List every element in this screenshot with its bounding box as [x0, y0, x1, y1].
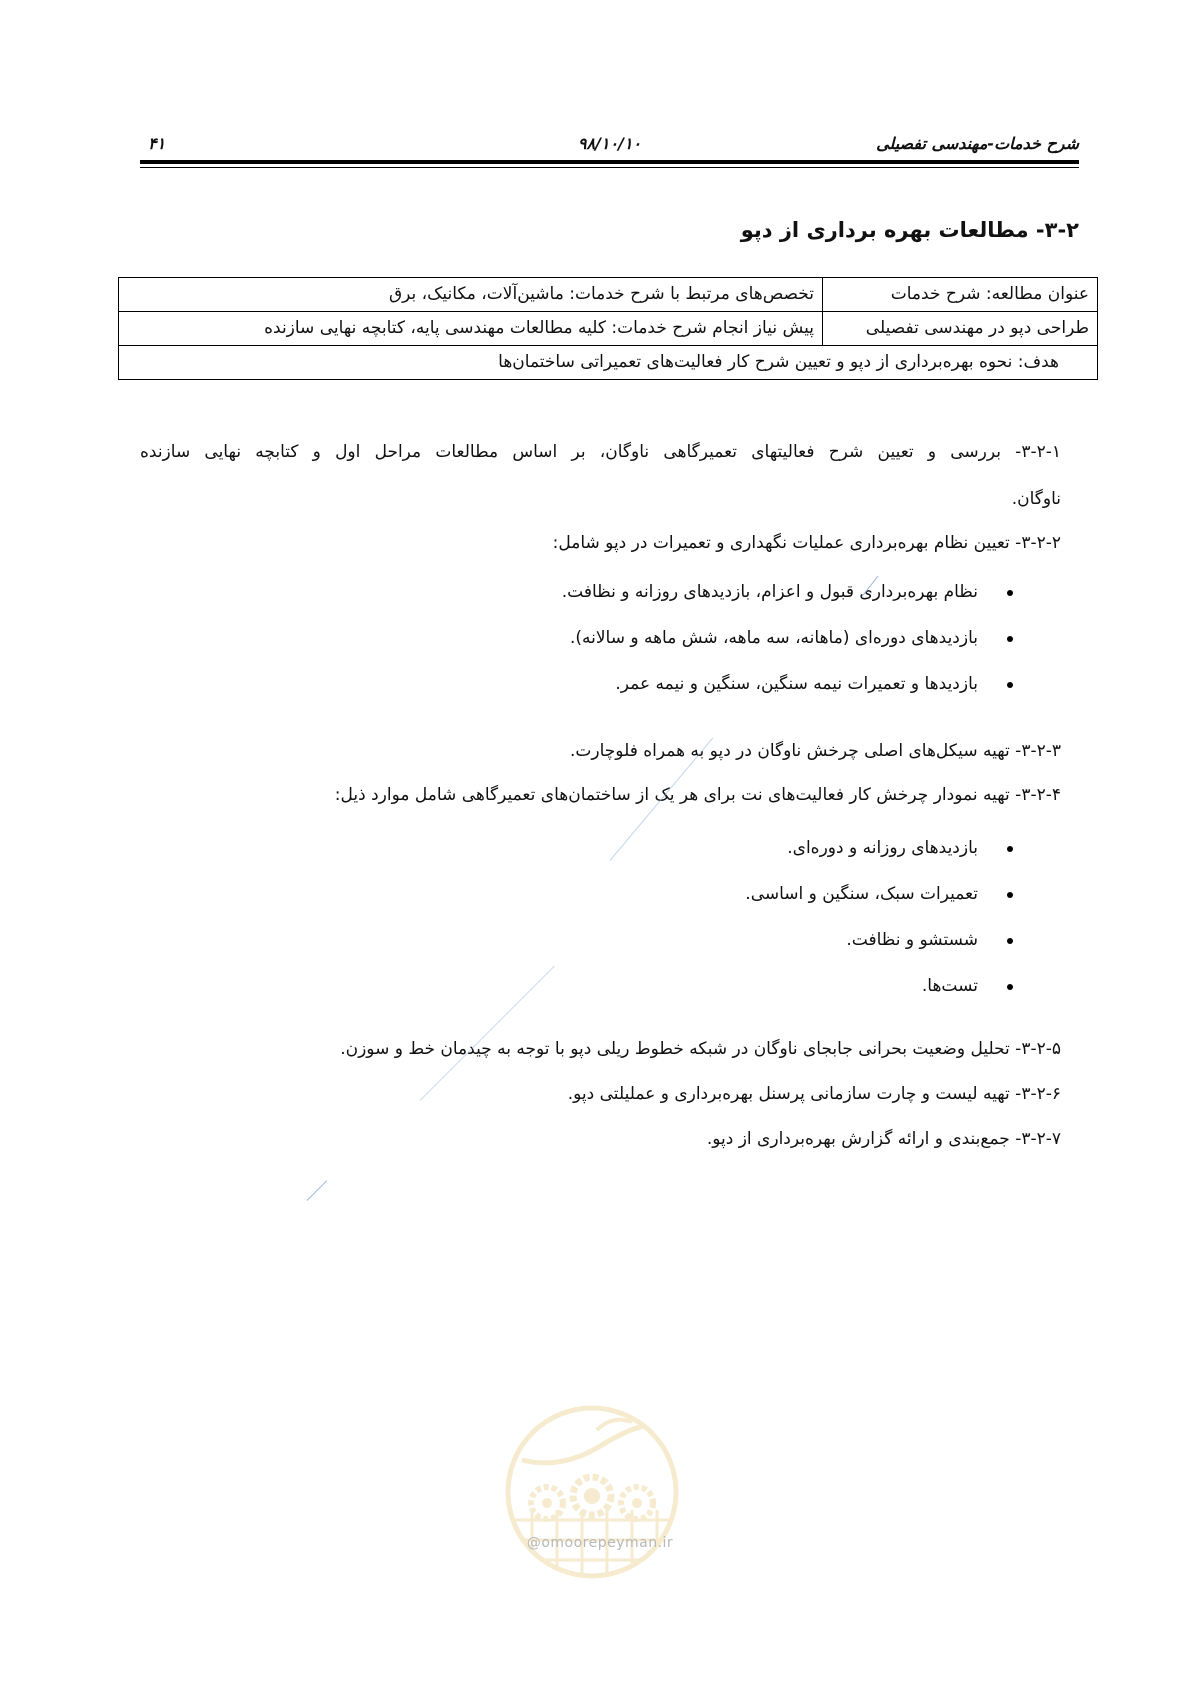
table-row: [119, 312, 1098, 346]
item-3: ۳-۲-۳- تهیه سیکل‌های اصلی چرخش ناوگان در دپو به همراه فلوچارت.: [569, 741, 1061, 761]
bullet-icon: [1007, 938, 1013, 944]
study-info-table: [118, 277, 1098, 380]
bullet-text: تست‌ها.: [921, 976, 978, 996]
pen-mark: [307, 1180, 328, 1201]
header-date: ۹۸/۱۰/۱۰: [577, 134, 642, 153]
bullet-icon: [1007, 590, 1013, 596]
table-cell-prerequisites: پیش نیاز انجام شرح خدمات: کلیه مطالعات مهندسی پایه، کتابچه نهایی سازنده: [119, 312, 823, 346]
table-cell-goal: هدف: نحوه بهره‌برداری از دپو و تعیین شرح کار فعالیت‌های تعمیراتی ساختمان‌ها: [119, 346, 1098, 380]
bullet-text: تعمیرات سبک، سنگین و اساسی.: [745, 884, 978, 904]
item-5: ۳-۲-۵- تحلیل وضعیت بحرانی جابجای ناوگان در شبکه خطوط ریلی دپو با توجه به چیدمان خط و سوزن.: [340, 1039, 1061, 1059]
header-rule-thin: [140, 167, 1079, 168]
bullet-icon: [1007, 984, 1013, 990]
bullet-text: نظام بهره‌برداری قبول و اعزام، بازدیدهای روزانه و نظافت.: [561, 582, 978, 602]
item-4: ۳-۲-۴- تهیه نمودار چرخش کار فعالیت‌های نت برای هر یک از ساختمان‌های تعمیرگاهی شامل موارد ذیل:: [334, 785, 1061, 805]
watermark-logo: [502, 1400, 682, 1590]
bullet-icon: [1007, 636, 1013, 642]
bullet-text: شستشو و نظافت.: [846, 930, 978, 950]
bullet-text: بازدیدهای روزانه و دوره‌ای.: [787, 838, 978, 858]
page-header: [140, 128, 1079, 162]
bullet-icon: [1007, 682, 1013, 688]
table-row: [119, 346, 1098, 380]
table-row: [119, 278, 1098, 312]
header-title: شرح خدمات-مهندسی تفصیلی: [876, 134, 1079, 153]
table-cell-study-subject: طراحی دپو در مهندسی تفصیلی: [823, 312, 1098, 346]
table-cell-study-title: عنوان مطالعه: شرح خدمات: [823, 278, 1098, 312]
bullet-text: بازدیدها و تعمیرات نیمه سنگین، سنگین و نیمه عمر.: [615, 674, 978, 694]
bullet-icon: [1007, 846, 1013, 852]
table-cell-specialties: تخصص‌های مرتبط با شرح خدمات: ماشین‌آلات، مکانیک، برق: [119, 278, 823, 312]
item-1-line-1: ۳-۲-۱- بررسی و تعیین شرح فعالیتهای تعمیرگاهی ناوگان، بر اساس مطالعات مراحل اول و کتابچه نهایی سازنده: [140, 442, 1061, 462]
bullet-icon: [1007, 892, 1013, 898]
pen-mark: [420, 966, 555, 1101]
bullet-text: بازدیدهای دوره‌ای (ماهانه، سه ماهه، شش ماهه و سالانه).: [569, 628, 978, 648]
section-title: ۳-۲- مطالعات بهره برداری از دپو: [740, 218, 1079, 242]
item-2: ۳-۲-۲- تعیین نظام بهره‌برداری عملیات نگهداری و تعمیرات در دپو شامل:: [552, 533, 1061, 553]
item-6: ۳-۲-۶- تهیه لیست و چارت سازمانی پرسنل بهره‌برداری و عملیلتی دپو.: [567, 1084, 1061, 1104]
item-1-line-2: ناوگان.: [1011, 489, 1061, 509]
watermark-site: @omoorepeyman.ir: [526, 1535, 674, 1551]
page-number: ۴۱: [148, 134, 166, 153]
item-7: ۳-۲-۷- جمع‌بندی و ارائه گزارش بهره‌برداری از دپو.: [706, 1129, 1061, 1149]
